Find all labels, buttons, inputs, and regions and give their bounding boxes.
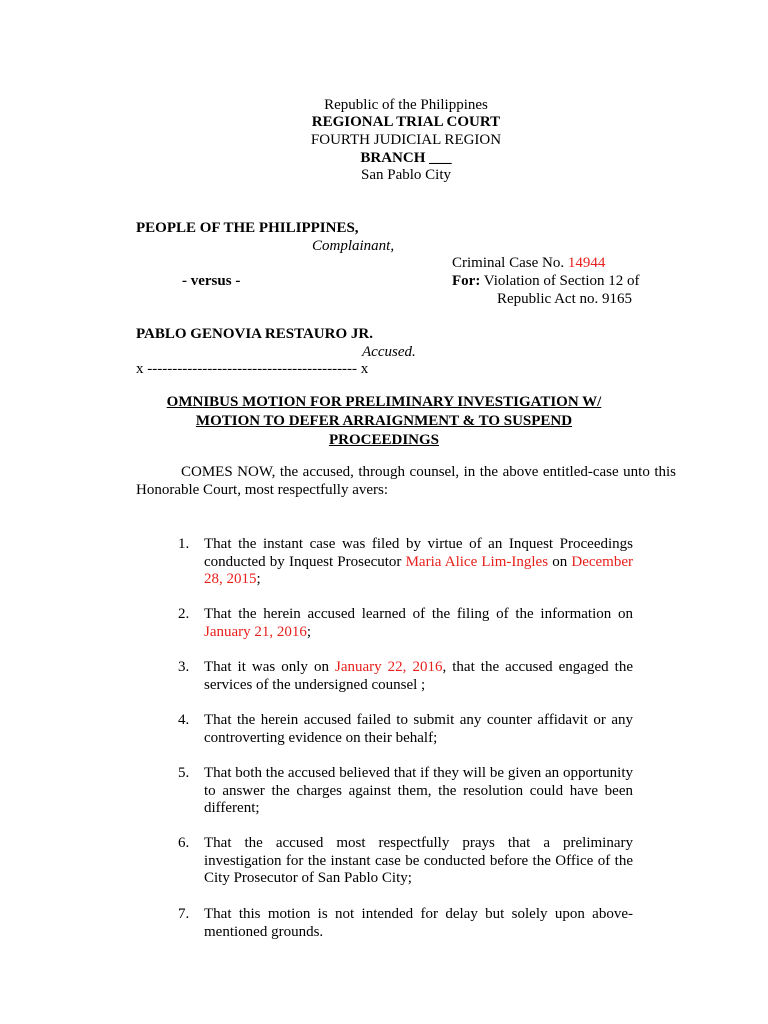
motion-title-line-3: PROCEEDINGS — [328, 432, 440, 448]
case-number-line — [452, 254, 605, 272]
list-item — [178, 606, 633, 641]
caption-separator: x ------------------------------------------ x — [136, 361, 369, 377]
list-item-text: That the accused most respectfully prays that a preliminary investigation for the instant case be conducted before the Office of the City Prosecutor of San Pablo City; — [204, 835, 633, 886]
list-item — [178, 835, 633, 888]
header-city: San Pablo City — [360, 167, 451, 183]
case-label: Criminal Case No. — [452, 255, 568, 271]
list-item — [178, 712, 633, 747]
accused-role: Accused. — [362, 344, 416, 360]
offense-text-1: Violation of Section 12 of — [480, 273, 640, 289]
list-item — [178, 536, 633, 589]
list-item-text: That it was only on January 22, 2016, that the accused engaged the services of the undersigned counsel ; — [204, 659, 633, 693]
list-item-number: 7. — [178, 906, 190, 922]
list-item-text: That both the accused believed that if they will be given an opportunity to answer the charges against them, the resolution could have been different; — [204, 765, 633, 816]
list-item-text: That the herein accused learned of the filing of the information on January 21, 2016; — [204, 606, 633, 640]
offense-line-2: Republic Act no. 9165 — [497, 291, 632, 307]
information-date: January 21, 2016 — [204, 623, 307, 640]
accused-name: PABLO GENOVIA RESTAURO JR. — [136, 326, 373, 342]
list-item-number: 3. — [178, 659, 190, 675]
list-item-number: 5. — [178, 765, 190, 781]
header-branch: BRANCH ___ — [360, 150, 452, 166]
list-item — [178, 765, 633, 818]
motion-title — [130, 393, 638, 450]
intro-paragraph: COMES NOW, the accused, through counsel, in the above entitled-case unto this Honorable Court, most respectfully avers: — [136, 464, 676, 498]
header-region: FOURTH JUDICIAL REGION — [310, 132, 502, 148]
versus-label: - versus - — [182, 273, 241, 289]
plaintiff-role: Complainant, — [312, 238, 395, 254]
for-label: For: — [452, 273, 481, 289]
list-item-number: 6. — [178, 835, 190, 851]
motion-title-line-2: MOTION TO DEFER ARRAIGNMENT & TO SUSPEND — [195, 413, 573, 429]
motion-title-line-1: OMNIBUS MOTION FOR PRELIMINARY INVESTIGATION W/ — [166, 394, 602, 410]
list-item — [178, 659, 633, 694]
offense-line-1 — [452, 272, 640, 290]
list-item-text: That this motion is not intended for delay but solely upon above-mentioned grounds. — [204, 906, 633, 940]
list-item-text: That the instant case was filed by virtue of an Inquest Proceedings conducted by Inquest Prosecutor Maria Alice Lim-Ingles on December 28, 2015; — [204, 536, 634, 587]
prosecutor-name: Maria Alice Lim-Ingles — [405, 553, 549, 570]
header-republic: Republic of the Philippines — [324, 97, 488, 113]
list-item-number: 2. — [178, 606, 190, 622]
plaintiff-name: PEOPLE OF THE PHILIPPINES, — [136, 220, 359, 236]
header-court: REGIONAL TRIAL COURT — [311, 114, 501, 130]
list-item-number: 1. — [178, 536, 190, 552]
case-number: 14944 — [567, 255, 606, 271]
list-item-text: That the herein accused failed to submit any counter affidavit or any controverting evidence on their behalf; — [204, 712, 633, 746]
list-item-number: 4. — [178, 712, 190, 728]
counsel-date: January 22, 2016 — [335, 659, 443, 675]
list-item — [178, 906, 633, 941]
filing-date: December 28, 2015 — [204, 553, 634, 587]
